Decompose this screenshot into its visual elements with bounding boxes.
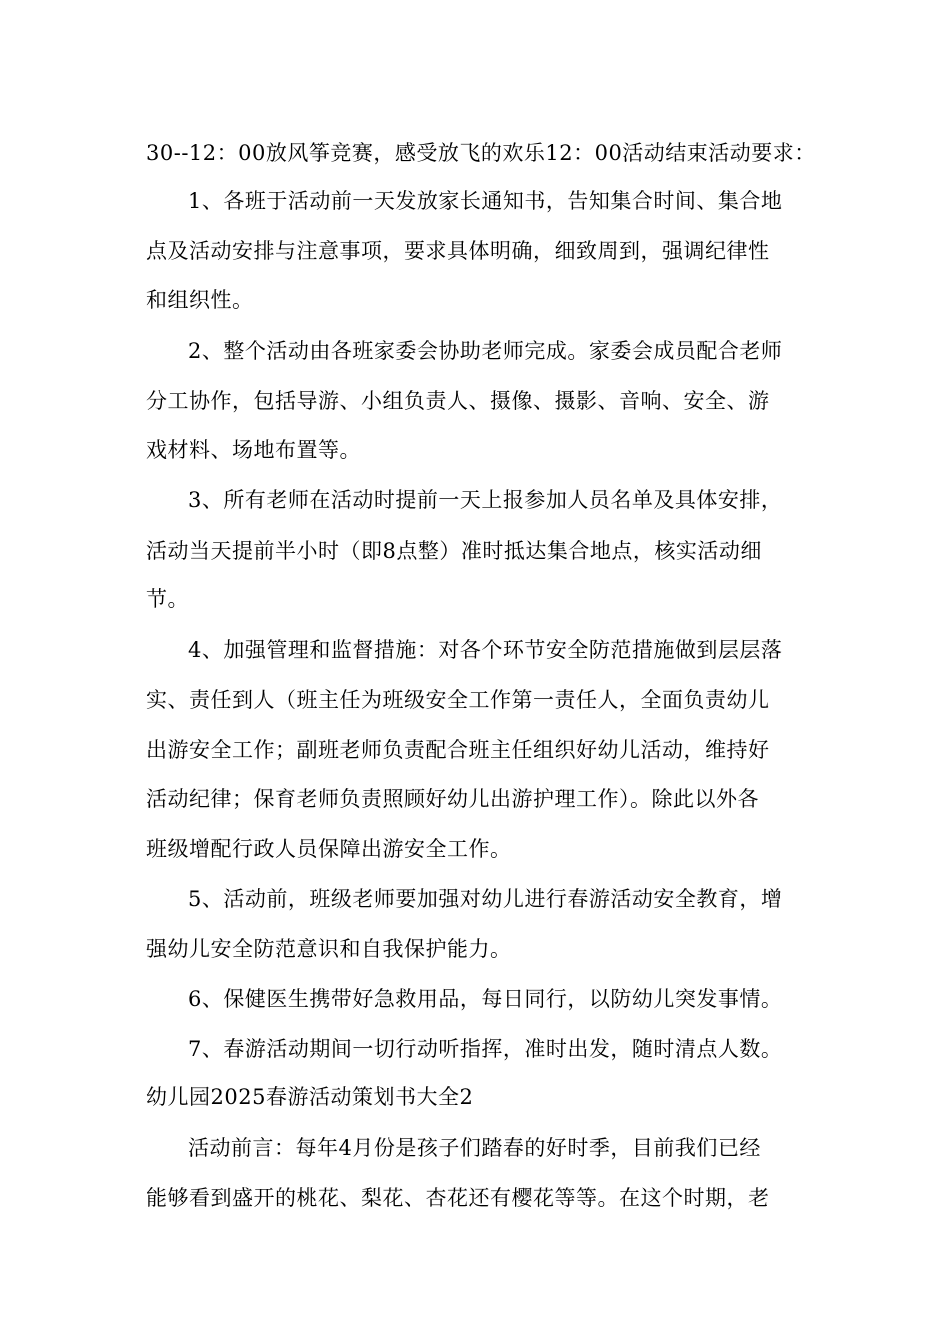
requirement-2-line-3: 戏材料、场地布置等。 [146,438,361,462]
preface-line-2: 能够看到盛开的桃花、梨花、杏花还有樱花等等。在这个时期，老 [146,1186,770,1210]
requirement-1-line-3: 和组织性。 [146,288,254,312]
requirement-4-line-3: 出游安全工作；副班老师负责配合班主任组织好幼儿活动，维持好 [146,738,770,762]
requirement-1-line-1: 1、各班于活动前一天发放家长通知书，告知集合时间、集合地 [188,189,783,213]
text-line-continuation: 30--12：00放风筝竞赛，感受放飞的欢乐12：00活动结束活动要求： [146,141,816,165]
requirement-4-line-4: 活动纪律；保育老师负责照顾好幼儿出游护理工作）。除此以外各 [146,787,759,811]
requirement-7-line-1: 7、春游活动期间一切行动听指挥，准时出发，随时清点人数。 [188,1037,783,1061]
requirement-4-line-2: 实、责任到人（班主任为班级安全工作第一责任人，全面负责幼儿 [146,688,770,712]
requirement-6-line-1: 6、保健医生携带好急救用品，每日同行，以防幼儿突发事情。 [188,987,783,1011]
section-heading: 幼儿园2025春游活动策划书大全2 [146,1085,474,1109]
requirement-2-line-1: 2、整个活动由各班家委会协助老师完成。家委会成员配合老师 [188,339,783,363]
requirement-5-line-1: 5、活动前，班级老师要加强对幼儿进行春游活动安全教育，增 [188,887,783,911]
requirement-3-line-3: 节。 [146,587,189,611]
preface-line-1: 活动前言：每年4月份是孩子们踏春的好时季，目前我们已经 [188,1136,761,1160]
requirement-4-line-5: 班级增配行政人员保障出游安全工作。 [146,837,512,861]
requirement-2-line-2: 分工协作，包括导游、小组负责人、摄像、摄影、音响、安全、游 [146,389,770,413]
requirement-1-line-2: 点及活动安排与注意事项，要求具体明确，细致周到，强调纪律性 [146,239,770,263]
requirement-5-line-2: 强幼儿安全防范意识和自我保护能力。 [146,937,512,961]
requirement-3-line-2: 活动当天提前半小时（即8点整）准时抵达集合地点，核实活动细 [146,539,762,563]
requirement-4-line-1: 4、加强管理和监督措施：对各个环节安全防范措施做到层层落 [188,638,783,662]
requirement-3-line-1: 3、所有老师在活动时提前一天上报参加人员名单及具体安排， [188,488,783,512]
